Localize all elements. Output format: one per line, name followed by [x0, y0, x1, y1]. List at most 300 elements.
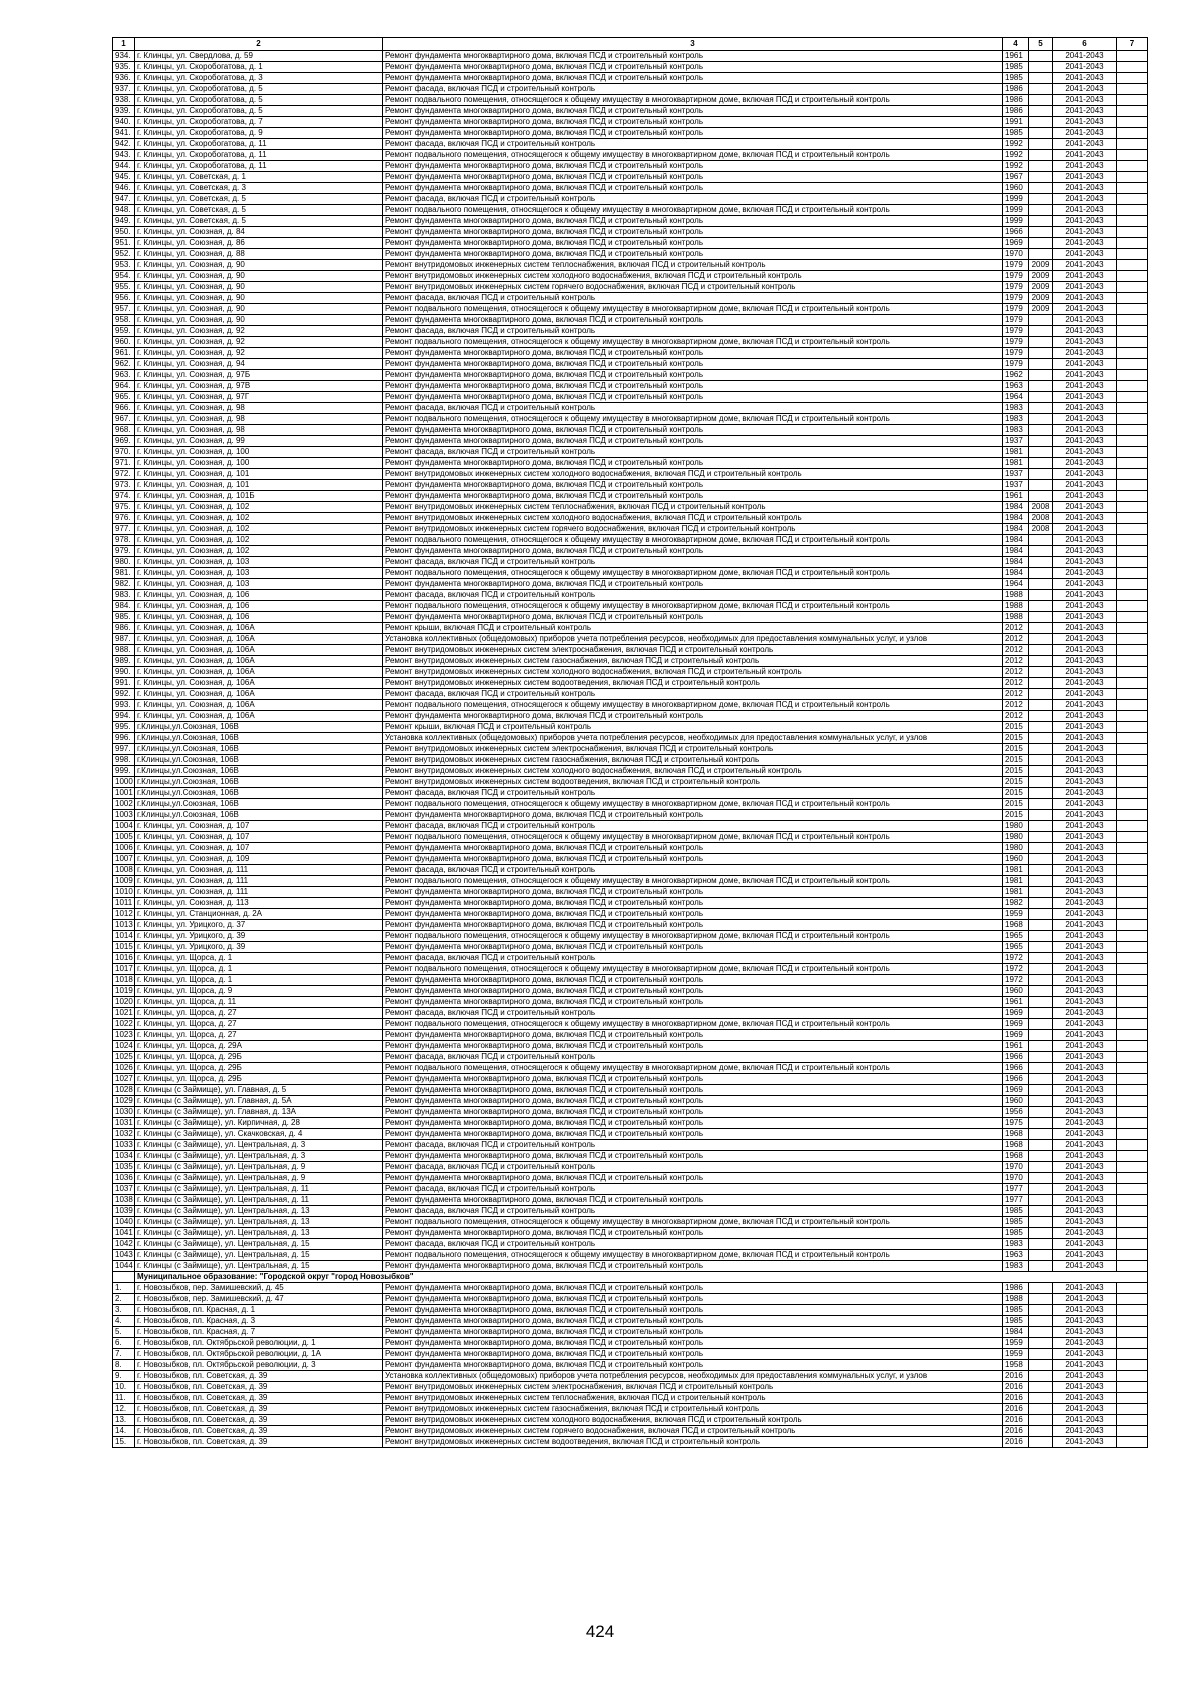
- cell-work-type: Ремонт подвального помещения, относящегося к общему имуществу в многоквартирном доме, включая ПСД и строительный контроль: [383, 964, 1003, 975]
- cell-address: г. Клинцы, ул. Урицкого, д. 37: [135, 920, 383, 931]
- table-row: [113, 568, 1148, 579]
- table-row: [113, 975, 1148, 986]
- cell-note: [1117, 1283, 1148, 1294]
- cell-repair-year: [1029, 645, 1053, 656]
- cell-planned-period: 2041-2043: [1053, 1129, 1117, 1140]
- cell-address: г. Новозыбков, пл. Советская, д. 39: [135, 1382, 383, 1393]
- cell-repair-year: [1029, 975, 1053, 986]
- cell-work-type: Ремонт фасада, включая ПСД и строительный контроль: [383, 1184, 1003, 1195]
- table-row: [113, 766, 1148, 777]
- cell-repair-year: [1029, 1074, 1053, 1085]
- cell-work-type: Ремонт фасада, включая ПСД и строительный контроль: [383, 1206, 1003, 1217]
- table-row: [113, 755, 1148, 766]
- cell-repair-year: [1029, 106, 1053, 117]
- cell-repair-year: [1029, 755, 1053, 766]
- cell-planned-period: 2041-2043: [1053, 1052, 1117, 1063]
- cell-build-year: 1959: [1003, 1349, 1029, 1360]
- cell-planned-period: 2041-2043: [1053, 1327, 1117, 1338]
- table-row: [113, 1206, 1148, 1217]
- cell-row-number: 952.: [113, 249, 135, 260]
- cell-build-year: 2015: [1003, 799, 1029, 810]
- table-row: [113, 689, 1148, 700]
- cell-planned-period: 2041-2043: [1053, 1294, 1117, 1305]
- table-row: [113, 887, 1148, 898]
- cell-note: [1117, 337, 1148, 348]
- cell-planned-period: 2041-2043: [1053, 832, 1117, 843]
- cell-row-number: 11.: [113, 1393, 135, 1404]
- cell-row-number: 997.: [113, 744, 135, 755]
- table-row: [113, 1195, 1148, 1206]
- cell-repair-year: [1029, 634, 1053, 645]
- cell-note: [1117, 788, 1148, 799]
- cell-address: г. Клинцы (с Займище), ул. Главная, д. 5А: [135, 1096, 383, 1107]
- cell-build-year: 1960: [1003, 854, 1029, 865]
- cell-row-number: 982.: [113, 579, 135, 590]
- cell-planned-period: 2041-2043: [1053, 480, 1117, 491]
- cell-row-number: 1026: [113, 1063, 135, 1074]
- cell-work-type: Ремонт крыши, включая ПСД и строительный контроль: [383, 623, 1003, 634]
- table-row: [113, 986, 1148, 997]
- cell-build-year: 1963: [1003, 1250, 1029, 1261]
- cell-address: г.Клинцы,ул.Союзная, 106В: [135, 766, 383, 777]
- table-row: [113, 535, 1148, 546]
- cell-note: [1117, 711, 1148, 722]
- cell-note: [1117, 1415, 1148, 1426]
- table-row: [113, 1437, 1148, 1448]
- cell-note: [1117, 161, 1148, 172]
- cell-note: [1117, 216, 1148, 227]
- table-row: [113, 172, 1148, 183]
- cell-repair-year: [1029, 920, 1053, 931]
- cell-row-number: 981.: [113, 568, 135, 579]
- cell-repair-year: 2009: [1029, 304, 1053, 315]
- cell-note: [1117, 1228, 1148, 1239]
- cell-note: [1117, 997, 1148, 1008]
- cell-row-number: 957.: [113, 304, 135, 315]
- cell-repair-year: [1029, 678, 1053, 689]
- cell-repair-year: [1029, 238, 1053, 249]
- cell-note: [1117, 1349, 1148, 1360]
- cell-work-type: Ремонт фундамента многоквартирного дома, включая ПСД и строительный контроль: [383, 1360, 1003, 1371]
- cell-planned-period: 2041-2043: [1053, 854, 1117, 865]
- cell-row-number: 1020: [113, 997, 135, 1008]
- col-header-1: 1: [113, 38, 135, 51]
- cell-note: [1117, 447, 1148, 458]
- table-row: [113, 1008, 1148, 1019]
- cell-planned-period: 2041-2043: [1053, 315, 1117, 326]
- cell-address: г. Новозыбков, пл. Красная, д. 1: [135, 1305, 383, 1316]
- cell-note: [1117, 73, 1148, 84]
- cell-note: [1117, 568, 1148, 579]
- cell-row-number: 942.: [113, 139, 135, 150]
- cell-address: г. Клинцы, ул. Щорса, д. 29Б: [135, 1063, 383, 1074]
- cell-note: [1117, 612, 1148, 623]
- cell-address: г. Клинцы, ул. Союзная, д. 92: [135, 326, 383, 337]
- cell-repair-year: [1029, 337, 1053, 348]
- cell-build-year: 1988: [1003, 590, 1029, 601]
- cell-repair-year: [1029, 986, 1053, 997]
- cell-repair-year: [1029, 942, 1053, 953]
- cell-address: г. Клинцы, ул. Союзная, д. 106А: [135, 689, 383, 700]
- cell-work-type: Ремонт внутридомовых инженерных систем холодного водоснабжения, включая ПСД и строительный контроль: [383, 513, 1003, 524]
- cell-build-year: 1961: [1003, 997, 1029, 1008]
- cell-work-type: Ремонт подвального помещения, относящегося к общему имуществу в многоквартирном доме, включая ПСД и строительный контроль: [383, 931, 1003, 942]
- cell-address: г. Клинцы, ул. Скоробогатова, д. 1: [135, 62, 383, 73]
- cell-build-year: 2015: [1003, 788, 1029, 799]
- table-row: [113, 1140, 1148, 1151]
- repair-register-table: [112, 37, 1148, 1448]
- cell-planned-period: 2041-2043: [1053, 62, 1117, 73]
- cell-work-type: Ремонт фундамента многоквартирного дома, включая ПСД и строительный контроль: [383, 117, 1003, 128]
- cell-build-year: 1984: [1003, 524, 1029, 535]
- cell-row-number: 14.: [113, 1426, 135, 1437]
- cell-address: г. Клинцы, ул. Союзная, д. 111: [135, 876, 383, 887]
- table-row: [113, 612, 1148, 623]
- cell-row-number: 960.: [113, 337, 135, 348]
- cell-row-number: 968.: [113, 425, 135, 436]
- cell-address: г. Клинцы, ул. Союзная, д. 103: [135, 557, 383, 568]
- cell-work-type: Ремонт внутридомовых инженерных систем газоснабжения, включая ПСД и строительный контроль: [383, 1404, 1003, 1415]
- cell-address: г. Клинцы, ул. Союзная, д. 92: [135, 337, 383, 348]
- cell-work-type: Ремонт крыши, включая ПСД и строительный контроль: [383, 722, 1003, 733]
- cell-repair-year: [1029, 568, 1053, 579]
- table-row: [113, 1041, 1148, 1052]
- cell-row-number: 948.: [113, 205, 135, 216]
- cell-row-number: 975.: [113, 502, 135, 513]
- cell-build-year: 1937: [1003, 480, 1029, 491]
- cell-address: г.Клинцы,ул.Союзная, 106В: [135, 777, 383, 788]
- cell-note: [1117, 139, 1148, 150]
- cell-address: г. Клинцы, ул. Скоробогатова, д. 11: [135, 139, 383, 150]
- cell-build-year: 2012: [1003, 700, 1029, 711]
- cell-row-number: 1009: [113, 876, 135, 887]
- cell-planned-period: 2041-2043: [1053, 337, 1117, 348]
- cell-work-type: Ремонт фундамента многоквартирного дома, включая ПСД и строительный контроль: [383, 51, 1003, 62]
- cell-note: [1117, 282, 1148, 293]
- cell-work-type: Ремонт фундамента многоквартирного дома, включая ПСД и строительный контроль: [383, 1349, 1003, 1360]
- cell-row-number: 990.: [113, 667, 135, 678]
- cell-work-type: Ремонт фасада, включая ПСД и строительный контроль: [383, 788, 1003, 799]
- cell-work-type: Ремонт фасада, включая ПСД и строительный контроль: [383, 194, 1003, 205]
- cell-build-year: 1981: [1003, 887, 1029, 898]
- cell-planned-period: 2041-2043: [1053, 843, 1117, 854]
- cell-address: г. Клинцы, ул. Щорса, д. 29Б: [135, 1074, 383, 1085]
- cell-address: г. Клинцы, ул. Скоробогатова, д. 11: [135, 161, 383, 172]
- cell-address: г. Клинцы, ул. Союзная, д. 84: [135, 227, 383, 238]
- cell-address: г. Клинцы, ул. Союзная, д. 111: [135, 865, 383, 876]
- cell-row-number: 953.: [113, 260, 135, 271]
- cell-work-type: Ремонт подвального помещения, относящегося к общему имуществу в многоквартирном доме, включая ПСД и строительный контроль: [383, 1217, 1003, 1228]
- cell-note: [1117, 392, 1148, 403]
- cell-address: г. Клинцы, ул. Союзная, д. 102: [135, 535, 383, 546]
- cell-address: г. Клинцы, ул. Союзная, д. 97Г: [135, 392, 383, 403]
- cell-repair-year: [1029, 1085, 1053, 1096]
- table-row: [113, 524, 1148, 535]
- cell-address: г. Новозыбков, пл. Октябрьской революции, д. 3: [135, 1360, 383, 1371]
- cell-planned-period: 2041-2043: [1053, 172, 1117, 183]
- cell-row-number: 7.: [113, 1349, 135, 1360]
- cell-build-year: 2016: [1003, 1382, 1029, 1393]
- cell-planned-period: 2041-2043: [1053, 469, 1117, 480]
- cell-row-number: 967.: [113, 414, 135, 425]
- cell-address: г.Клинцы,ул.Союзная, 106В: [135, 799, 383, 810]
- cell-row-number: 1033: [113, 1140, 135, 1151]
- cell-note: [1117, 1327, 1148, 1338]
- cell-build-year: 2012: [1003, 678, 1029, 689]
- cell-row-number: 1035: [113, 1162, 135, 1173]
- cell-address: г. Клинцы, ул. Союзная, д. 106: [135, 601, 383, 612]
- cell-planned-period: 2041-2043: [1053, 546, 1117, 557]
- cell-note: [1117, 524, 1148, 535]
- cell-planned-period: 2041-2043: [1053, 1250, 1117, 1261]
- cell-work-type: Ремонт внутридомовых инженерных систем холодного водоснабжения, включая ПСД и строительный контроль: [383, 766, 1003, 777]
- cell-repair-year: [1029, 370, 1053, 381]
- cell-repair-year: [1029, 95, 1053, 106]
- cell-planned-period: 2041-2043: [1053, 84, 1117, 95]
- cell-work-type: Ремонт фундамента многоквартирного дома, включая ПСД и строительный контроль: [383, 1041, 1003, 1052]
- cell-planned-period: 2041-2043: [1053, 403, 1117, 414]
- cell-build-year: 1985: [1003, 73, 1029, 84]
- cell-row-number: 1002: [113, 799, 135, 810]
- col-header-4: 4: [1003, 38, 1029, 51]
- cell-address: г. Клинцы, ул. Союзная, д. 101Б: [135, 491, 383, 502]
- cell-row-number: 989.: [113, 656, 135, 667]
- cell-work-type: Ремонт фундамента многоквартирного дома, включая ПСД и строительный контроль: [383, 711, 1003, 722]
- cell-repair-year: [1029, 535, 1053, 546]
- cell-note: [1117, 1063, 1148, 1074]
- table-row: [113, 337, 1148, 348]
- cell-note: [1117, 205, 1148, 216]
- cell-note: [1117, 590, 1148, 601]
- cell-row-number: 991.: [113, 678, 135, 689]
- cell-build-year: 2015: [1003, 744, 1029, 755]
- cell-repair-year: [1029, 964, 1053, 975]
- cell-note: [1117, 1360, 1148, 1371]
- cell-work-type: Ремонт фундамента многоквартирного дома, включая ПСД и строительный контроль: [383, 1107, 1003, 1118]
- cell-row-number: 10.: [113, 1382, 135, 1393]
- cell-build-year: 1937: [1003, 436, 1029, 447]
- cell-note: [1117, 876, 1148, 887]
- cell-work-type: Ремонт фундамента многоквартирного дома, включая ПСД и строительный контроль: [383, 458, 1003, 469]
- cell-work-type: Ремонт подвального помещения, относящегося к общему имуществу в многоквартирном доме, включая ПСД и строительный контроль: [383, 304, 1003, 315]
- cell-planned-period: 2041-2043: [1053, 1140, 1117, 1151]
- cell-build-year: 1999: [1003, 194, 1029, 205]
- table-row: [113, 95, 1148, 106]
- cell-address: г. Клинцы, ул. Союзная, д. 106А: [135, 656, 383, 667]
- cell-repair-year: [1029, 73, 1053, 84]
- cell-repair-year: [1029, 744, 1053, 755]
- cell-work-type: Ремонт фундамента многоквартирного дома, включая ПСД и строительный контроль: [383, 843, 1003, 854]
- cell-row-number: 1028: [113, 1085, 135, 1096]
- cell-work-type: Ремонт фундамента многоквартирного дома, включая ПСД и строительный контроль: [383, 1129, 1003, 1140]
- cell-row-number: 987.: [113, 634, 135, 645]
- cell-address: г. Клинцы, ул. Союзная, д. 107: [135, 821, 383, 832]
- cell-address: г. Клинцы, ул. Скоробогатова, д. 11: [135, 150, 383, 161]
- cell-row-number: 1025: [113, 1052, 135, 1063]
- cell-repair-year: [1029, 909, 1053, 920]
- cell-planned-period: 2041-2043: [1053, 1316, 1117, 1327]
- cell-address: г. Клинцы, ул. Урицкого, д. 39: [135, 942, 383, 953]
- cell-address: г. Клинцы, ул. Советская, д. 5: [135, 205, 383, 216]
- cell-work-type: Ремонт внутридомовых инженерных систем холодного водоснабжения, включая ПСД и строительный контроль: [383, 271, 1003, 282]
- table-row: [113, 799, 1148, 810]
- cell-address: г. Клинцы, ул. Союзная, д. 100: [135, 458, 383, 469]
- cell-row-number: 1032: [113, 1129, 135, 1140]
- cell-address: г. Клинцы, ул. Щорса, д. 27: [135, 1019, 383, 1030]
- cell-address: г. Клинцы, ул. Союзная, д. 90: [135, 271, 383, 282]
- cell-address: г. Клинцы, ул. Союзная, д. 103: [135, 568, 383, 579]
- cell-repair-year: [1029, 1360, 1053, 1371]
- cell-address: г. Клинцы, ул. Союзная, д. 102: [135, 513, 383, 524]
- table-row: [113, 1129, 1148, 1140]
- cell-build-year: 1983: [1003, 425, 1029, 436]
- cell-address: г. Клинцы, ул. Союзная, д. 106А: [135, 645, 383, 656]
- cell-address: г. Клинцы, ул. Союзная, д. 98: [135, 414, 383, 425]
- cell-work-type: Ремонт фундамента многоквартирного дома, включая ПСД и строительный контроль: [383, 810, 1003, 821]
- table-row: [113, 1184, 1148, 1195]
- cell-repair-year: [1029, 1382, 1053, 1393]
- cell-note: [1117, 1162, 1148, 1173]
- table-row: [113, 1360, 1148, 1371]
- cell-note: [1117, 491, 1148, 502]
- cell-repair-year: [1029, 436, 1053, 447]
- cell-repair-year: [1029, 1129, 1053, 1140]
- cell-repair-year: [1029, 403, 1053, 414]
- cell-build-year: 1961: [1003, 1041, 1029, 1052]
- table-row: [113, 601, 1148, 612]
- cell-row-number: 1014: [113, 931, 135, 942]
- cell-work-type: Ремонт фундамента многоквартирного дома, включая ПСД и строительный контроль: [383, 942, 1003, 953]
- cell-address: г. Клинцы (с Займище), ул. Главная, д. 5: [135, 1085, 383, 1096]
- cell-planned-period: 2041-2043: [1053, 1195, 1117, 1206]
- cell-note: [1117, 546, 1148, 557]
- cell-address: г. Клинцы (с Займище), ул. Центральная, д. 3: [135, 1140, 383, 1151]
- cell-planned-period: 2041-2043: [1053, 370, 1117, 381]
- cell-build-year: 1962: [1003, 370, 1029, 381]
- cell-address: г. Новозыбков, пл. Советская, д. 39: [135, 1437, 383, 1448]
- cell-build-year: 1985: [1003, 128, 1029, 139]
- cell-repair-year: [1029, 414, 1053, 425]
- cell-repair-year: [1029, 711, 1053, 722]
- cell-work-type: Ремонт фундамента многоквартирного дома, включая ПСД и строительный контроль: [383, 986, 1003, 997]
- table-row: [113, 271, 1148, 282]
- cell-build-year: 1988: [1003, 1294, 1029, 1305]
- table-row: [113, 1063, 1148, 1074]
- cell-planned-period: 2041-2043: [1053, 898, 1117, 909]
- cell-address: г.Клинцы,ул.Союзная, 106В: [135, 722, 383, 733]
- cell-note: [1117, 678, 1148, 689]
- cell-row-number: 1042: [113, 1239, 135, 1250]
- cell-build-year: 1985: [1003, 1217, 1029, 1228]
- cell-address: г. Клинцы, ул. Союзная, д. 102: [135, 502, 383, 513]
- cell-note: [1117, 238, 1148, 249]
- cell-planned-period: 2041-2043: [1053, 216, 1117, 227]
- cell-row-number: 1034: [113, 1151, 135, 1162]
- cell-row-number: 939.: [113, 106, 135, 117]
- table-row: [113, 876, 1148, 887]
- cell-repair-year: 2008: [1029, 513, 1053, 524]
- cell-build-year: 1970: [1003, 1173, 1029, 1184]
- cell-row-number: 1040: [113, 1217, 135, 1228]
- cell-note: [1117, 1107, 1148, 1118]
- cell-note: [1117, 326, 1148, 337]
- cell-build-year: 1986: [1003, 84, 1029, 95]
- table-row: [113, 1426, 1148, 1437]
- table-row: [113, 62, 1148, 73]
- cell-note: [1117, 1140, 1148, 1151]
- cell-row-number: 994.: [113, 711, 135, 722]
- cell-build-year: 1972: [1003, 975, 1029, 986]
- cell-row-number: 1003: [113, 810, 135, 821]
- cell-row-number: 1006: [113, 843, 135, 854]
- cell-repair-year: [1029, 62, 1053, 73]
- cell-planned-period: 2041-2043: [1053, 1063, 1117, 1074]
- cell-note: [1117, 62, 1148, 73]
- cell-address: г. Клинцы (с Займище), ул. Главная, д. 13А: [135, 1107, 383, 1118]
- cell-address: г. Клинцы, ул. Свердлова, д. 59: [135, 51, 383, 62]
- cell-planned-period: 2041-2043: [1053, 381, 1117, 392]
- col-header-3: 3: [383, 38, 1003, 51]
- table-row: [113, 392, 1148, 403]
- cell-build-year: 1968: [1003, 1129, 1029, 1140]
- cell-repair-year: [1029, 1228, 1053, 1239]
- cell-note: [1117, 843, 1148, 854]
- cell-note: [1117, 1173, 1148, 1184]
- cell-planned-period: 2041-2043: [1053, 1118, 1117, 1129]
- cell-work-type: Ремонт фасада, включая ПСД и строительный контроль: [383, 403, 1003, 414]
- cell-work-type: Ремонт фундамента многоквартирного дома, включая ПСД и строительный контроль: [383, 249, 1003, 260]
- table-row: [113, 84, 1148, 95]
- table-row: [113, 304, 1148, 315]
- table-row: [113, 194, 1148, 205]
- cell-repair-year: [1029, 1404, 1053, 1415]
- cell-note: [1117, 832, 1148, 843]
- cell-repair-year: [1029, 623, 1053, 634]
- table-row: [113, 1085, 1148, 1096]
- cell-build-year: 1970: [1003, 1162, 1029, 1173]
- cell-planned-period: 2041-2043: [1053, 1184, 1117, 1195]
- cell-build-year: 1985: [1003, 1206, 1029, 1217]
- cell-repair-year: [1029, 1008, 1053, 1019]
- cell-repair-year: [1029, 1393, 1053, 1404]
- cell-repair-year: [1029, 777, 1053, 788]
- cell-planned-period: 2041-2043: [1053, 106, 1117, 117]
- cell-address: г. Клинцы, ул. Скоробогатова, д. 5: [135, 84, 383, 95]
- cell-note: [1117, 128, 1148, 139]
- cell-address: г. Новозыбков, пл. Советская, д. 39: [135, 1415, 383, 1426]
- cell-row-number: 986.: [113, 623, 135, 634]
- cell-planned-period: 2041-2043: [1053, 139, 1117, 150]
- cell-build-year: 1986: [1003, 106, 1029, 117]
- cell-repair-year: [1029, 1107, 1053, 1118]
- cell-work-type: Ремонт внутридомовых инженерных систем горячего водоснабжения, включая ПСД и строительный контроль: [383, 524, 1003, 535]
- table-row: [113, 414, 1148, 425]
- cell-repair-year: [1029, 1239, 1053, 1250]
- cell-address: г. Клинцы, ул. Союзная, д. 113: [135, 898, 383, 909]
- cell-build-year: 2012: [1003, 689, 1029, 700]
- cell-work-type: Ремонт внутридомовых инженерных систем водоотведения, включая ПСД и строительный контроль: [383, 1437, 1003, 1448]
- cell-planned-period: 2041-2043: [1053, 1074, 1117, 1085]
- cell-row-number: 979.: [113, 546, 135, 557]
- cell-work-type: Ремонт фундамента многоквартирного дома, включая ПСД и строительный контроль: [383, 854, 1003, 865]
- cell-row-number: 951.: [113, 238, 135, 249]
- cell-work-type: Ремонт подвального помещения, относящегося к общему имуществу в многоквартирном доме, включая ПСД и строительный контроль: [383, 568, 1003, 579]
- cell-address: г. Клинцы, ул. Союзная, д. 101: [135, 469, 383, 480]
- cell-address: г. Клинцы, ул. Союзная, д. 106: [135, 612, 383, 623]
- cell-build-year: 1937: [1003, 469, 1029, 480]
- cell-note: [1117, 1096, 1148, 1107]
- cell-note: [1117, 1052, 1148, 1063]
